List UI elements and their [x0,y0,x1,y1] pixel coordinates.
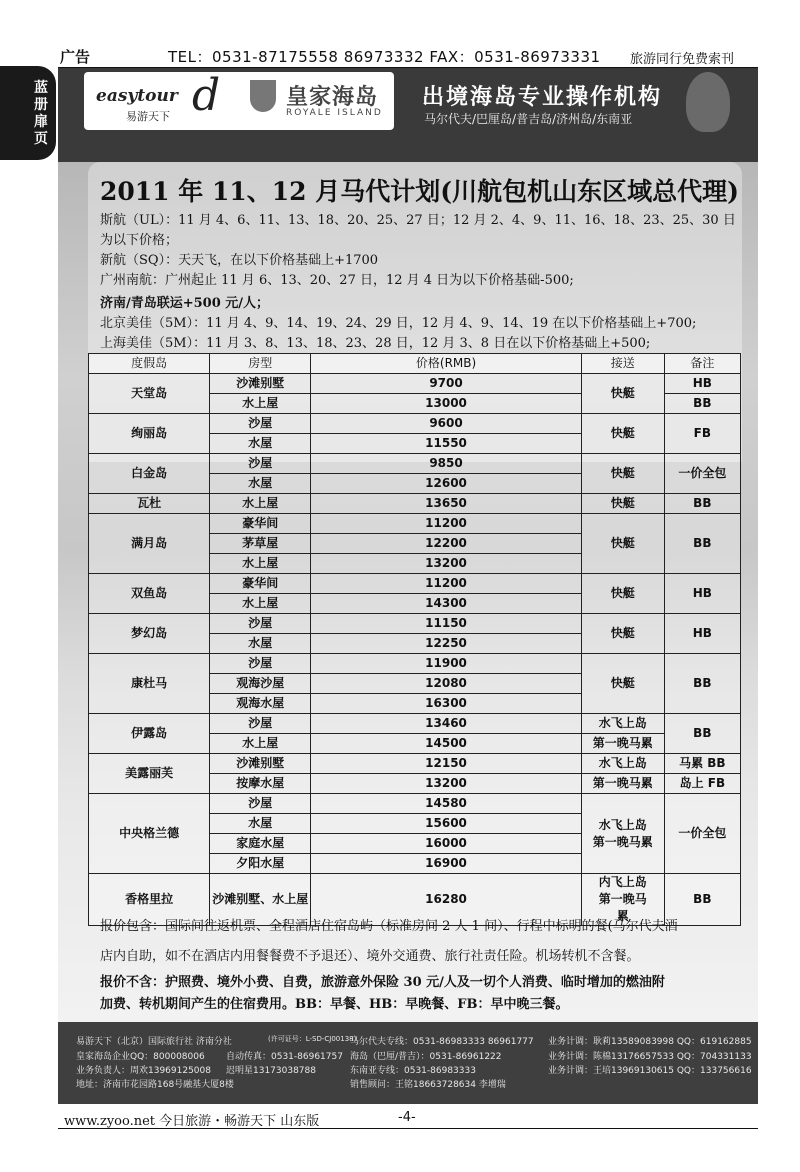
room-type: 水上屋 [210,494,311,514]
table-row [89,654,741,674]
room-type: 沙屋 [210,454,311,474]
room-type: 沙屋 [210,794,311,814]
ad-label: 广告 [60,48,91,66]
room-type: 沙屋 [210,414,311,434]
price: 13460 [311,714,582,734]
room-type: 沙滩别墅 [210,754,311,774]
footer-text: 销售顾问：王铭18663728634 李增瑞 [350,1080,506,1090]
price: 14580 [311,794,582,814]
room-type: 茅草屋 [210,534,311,554]
price: 12150 [311,754,582,774]
room-type: 水上屋 [210,394,311,414]
website-line: www.zyoo.net 今日旅游・畅游天下 山东版 [64,1114,320,1129]
banner-subtitle: 马尔代夫/巴厘岛/普吉岛/济州岛/东南亚 [424,112,633,126]
meal-plan: 马累 BB [664,754,740,774]
transfer: 快艇 [581,654,664,714]
resort-name: 美露丽芙 [89,754,210,794]
price: 11200 [311,574,582,594]
price-includes: 报价包含：国际间往返机票、全程酒店住宿岛屿（标准房间 2 人 1 间）、行程中标明的餐(马尔代夫酒 [100,919,678,934]
easytour-logo-cn: 易游天下 [126,110,170,123]
price-excludes-cont: 加费、转机期间产生的住宿费用。BB：早餐、HB：早晚餐、FB：早中晚三餐。 [100,997,569,1012]
transfer [581,794,664,874]
transfer: 快艇 [581,414,664,454]
column-header: 度假岛 [89,354,210,374]
price-includes-cont: 店内自助，如不在酒店内用餐餐费不予退还）、境外交通费、旅行社责任险。机场转机不含餐。 [100,949,640,964]
price: 14500 [311,734,582,754]
table-row [89,494,741,514]
room-type: 观海沙屋 [210,674,311,694]
resort-name: 梦幻岛 [89,614,210,654]
meal-plan: BB [664,654,740,714]
page-number: -4- [398,1110,416,1125]
shield-icon [250,80,276,112]
room-type: 沙屋 [210,714,311,734]
footer-text: 业务计调：王培13969130615 QQ：133756616 [548,1066,752,1076]
column-header: 房型 [210,354,311,374]
side-tab-label: 蓝册扉页 [34,80,48,147]
room-type: 水上屋 [210,554,311,574]
price: 14300 [311,594,582,614]
price: 15600 [311,814,582,834]
royale-logo-en: ROYALE ISLAND [286,108,383,118]
slogan: 旅游同行免费索刊 [630,52,735,67]
flight-line: 北京美佳（5M）：11 月 4、9、14、19、24、29 日，12 月 4、9、14、19 在以下价格基础上+700; [100,316,697,331]
transfer: 快艇 [581,514,664,574]
price: 16300 [311,694,582,714]
footer-text: 马尔代夫专线：0531-86983333 86961777 [350,1037,534,1047]
transfer: 快艇 [581,454,664,494]
easytour-logo: easytour [96,86,178,106]
room-type: 水屋 [210,814,311,834]
price: 16000 [311,834,582,854]
footer-text: 业务计调：耿莉13589083998 QQ：619162885 [548,1037,752,1047]
transfer: 水飞上岛 [581,714,664,734]
price: 13200 [311,774,582,794]
price-excludes: 报价不含：护照费、境外小费、自费，旅游意外保险 30 元/人及一切个人消费、临时增加的燃油附 [100,975,665,990]
meal-plan: HB [664,614,740,654]
footer-text: 业务负责人：周欢13969125008 [76,1066,211,1076]
price-table [88,353,741,926]
column-header: 备注 [664,354,740,374]
flight-line: 为以下价格； [100,233,179,248]
column-header: 价格(RMB) [311,354,582,374]
meal-plan: 岛上 FB [664,774,740,794]
table-row [89,454,741,474]
room-type: 夕阳水屋 [210,854,311,874]
price: 11900 [311,654,582,674]
table-row [89,714,741,734]
room-type: 观海水屋 [210,694,311,714]
flight-line: 广州南航：广州起止 11 月 6、13、20、27 日，12 月 4 日为以下价格基础-500; [100,273,574,288]
table-row [89,574,741,594]
banner-title: 出境海岛专业操作机构 [422,85,663,110]
buddha-icon [686,72,730,132]
flight-line: 新航（SQ）：天天飞，在以下价格基础上+1700 [100,253,379,268]
table-row [89,794,741,814]
room-type: 家庭水屋 [210,834,311,854]
price: 9600 [311,414,582,434]
footer-text: 东南亚专线：0531-86983333 [350,1066,476,1076]
easytour-d-icon: d [192,70,221,121]
flight-line: 济南/青岛联运+500 元/人； [100,296,270,311]
transfer-line: 第一晚马累 [592,834,653,849]
resort-name: 满月岛 [89,514,210,574]
price: 9850 [311,454,582,474]
price: 12200 [311,534,582,554]
table-row [89,414,741,434]
meal-plan: BB [664,514,740,574]
footer-text: 自动传真：0531-86961757 [226,1052,343,1062]
footer-text: 皇家海岛企业QQ：800008006 [76,1052,205,1062]
room-type: 水上屋 [210,594,311,614]
contact-line: TEL：0531-87175558 86973332 FAX：0531-86973331 [168,48,601,66]
transfer: 快艇 [581,574,664,614]
transfer-line: 水飞上岛 [598,817,647,832]
meal-plan: FB [664,414,740,454]
meal-plan: BB [664,714,740,754]
room-type: 按摩水屋 [210,774,311,794]
room-type: 水上屋 [210,734,311,754]
price: 13200 [311,554,582,574]
page-title: 2011 年 11、12 月马代计划(川航包机山东区域总代理) [100,177,739,206]
meal-plan: BB [664,874,740,926]
resort-name: 白金岛 [89,454,210,494]
resort-name: 双鱼岛 [89,574,210,614]
meal-plan: BB [664,394,740,414]
table-row [89,754,741,774]
transfer: 快艇 [581,494,664,514]
table-row [89,374,741,394]
room-type: 沙屋 [210,654,311,674]
price: 16280 [311,874,582,926]
flight-line: 斯航（UL）：11 月 4、6、11、13、18、20、25、27 日；12 月 2、4、9、11、16、18、23、25、30 日 [100,213,736,228]
meal-plan: 一价全包 [664,794,740,874]
resort-name: 康杜马 [89,654,210,714]
meal-plan: HB [664,374,740,394]
footer-text: 地址：济南市花园路168号融基大厦8楼 [76,1080,234,1090]
room-type: 沙滩别墅、水上屋 [210,874,311,926]
price: 12600 [311,474,582,494]
price: 12250 [311,634,582,654]
footer-text: 易游天下（北京）国际旅行社 济南分社 [76,1037,232,1047]
transfer: 第一晚马累 [581,734,664,754]
room-type: 水屋 [210,474,311,494]
meal-plan: 一价全包 [664,454,740,494]
price: 11150 [311,614,582,634]
footer-text: (许可证号：L-SD-CJ00138) [268,1035,357,1043]
footer-text: 迟明星13173038788 [226,1066,316,1076]
table-header-row [89,354,741,374]
royale-logo-cn: 皇家海岛 [286,85,379,110]
footer-text: 海岛（巴厘/普吉）：0531-86961222 [350,1052,502,1062]
transfer: 快艇 [581,614,664,654]
column-header: 接送 [581,354,664,374]
resort-name: 伊露岛 [89,714,210,754]
room-type: 沙滩别墅 [210,374,311,394]
transfer: 快艇 [581,374,664,414]
table-row [89,614,741,634]
room-type: 豪华间 [210,574,311,594]
room-type: 水屋 [210,634,311,654]
resort-name: 天堂岛 [89,374,210,414]
meal-plan: HB [664,574,740,614]
resort-name: 香格里拉 [89,874,210,926]
table-row [89,514,741,534]
price: 13000 [311,394,582,414]
transfer: 内飞上岛 第一晚马累 [581,874,664,926]
price: 13650 [311,494,582,514]
footer-text: 业务计调：陈棉13176657533 QQ：704331133 [548,1052,752,1062]
resort-name: 瓦杜 [89,494,210,514]
room-type: 水屋 [210,434,311,454]
transfer: 水飞上岛 [581,754,664,774]
price: 16900 [311,854,582,874]
flight-line: 上海美佳（5M）：11 月 3、8、13、18、23、28 日，12 月 3、8 日在以下价格基础上+500; [100,336,651,351]
resort-name: 中央格兰德 [89,794,210,874]
price: 12080 [311,674,582,694]
price: 11200 [311,514,582,534]
transfer: 第一晚马累 [581,774,664,794]
meal-plan: BB [664,494,740,514]
room-type: 豪华间 [210,514,311,534]
resort-name: 绚丽岛 [89,414,210,454]
price: 11550 [311,434,582,454]
price: 9700 [311,374,582,394]
room-type: 沙屋 [210,614,311,634]
